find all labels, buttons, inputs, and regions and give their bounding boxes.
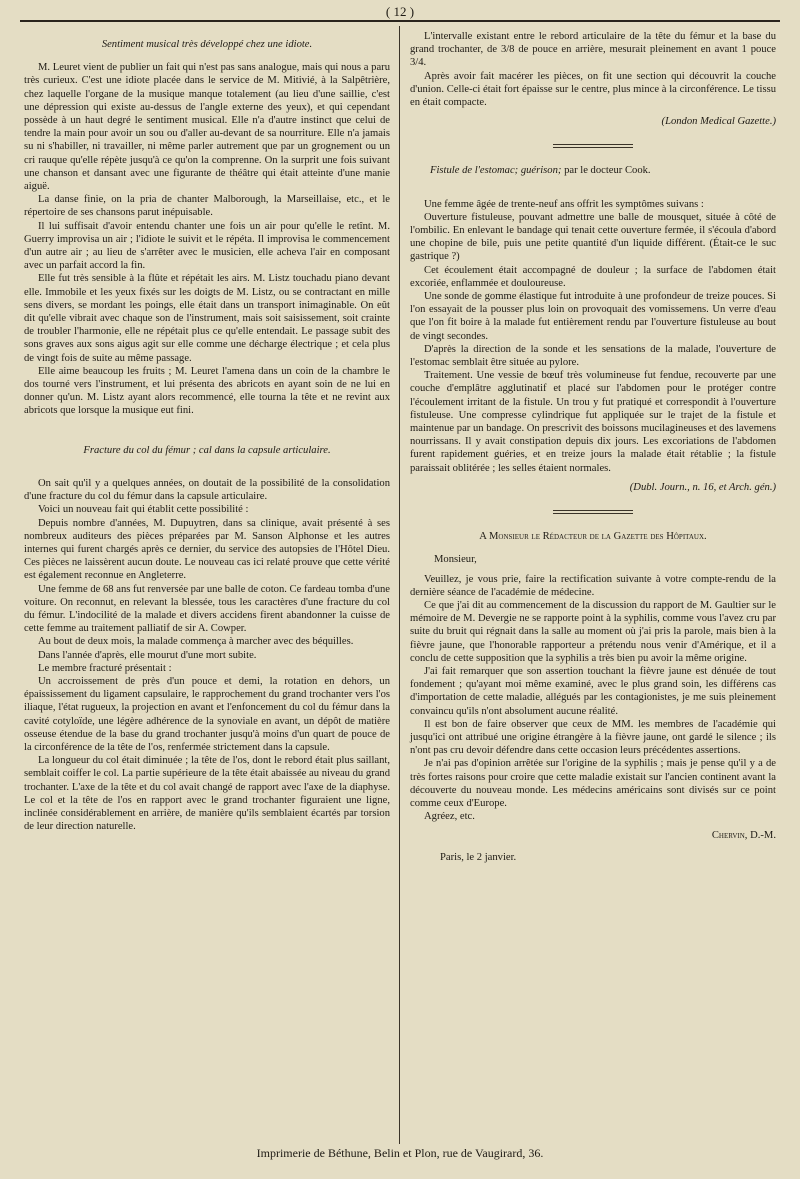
- left-column: [24, 30, 390, 833]
- printer-imprint: Imprimerie de Béthune, Belin et Plon, rue de Vaugirard, 36.: [256, 1146, 544, 1160]
- paragraph: J'ai fait remarquer que son assertion touchant la fièvre jaune est dénuée de tout fondement ; qu'ayant moi même examiné, avec le plus grand soin, les différens cas d'importation de cette maladie, allégués par les contagionistes, je me suis pleinement convaincu qu'ils n'ont absolument aucune réalité.: [410, 665, 776, 717]
- source-citation: (London Medical Gazette.): [661, 116, 776, 128]
- article-body-fistule: [410, 198, 776, 494]
- paragraph: Au bout de deux mois, la malade commença à marcher avec des béquilles.: [38, 636, 354, 648]
- paragraph: Une sonde de gomme élastique fut introduite à une profondeur de treize pouces. Si l'on essayait de la pousser plus loin on provoquait des vomissemens. Un verre d'eau que l'on fit boire à la malade fut entièrement rendu par l'ouverture fistuleuse au bout de vingt secondes.: [410, 291, 776, 342]
- header-rule: [20, 20, 780, 22]
- article-body-fracture-continued: [410, 30, 776, 128]
- column-divider: [399, 26, 400, 1144]
- article-body-musical: [24, 61, 390, 417]
- paragraph: Dans l'année d'après, elle mourut d'une mort subite.: [38, 649, 257, 661]
- title-author: par le docteur Cook.: [561, 165, 651, 177]
- title-italic: Fistule de l'estomac; guérison;: [430, 165, 562, 177]
- paragraph: D'après la direction de la sonde et les sensations de la malade, l'ouverture de l'estomac semblait être située au pylore.: [410, 343, 776, 369]
- paragraph: Agréez, etc.: [424, 811, 475, 823]
- source-citation: (Dubl. Journ., n. 16, et Arch. gén.): [629, 481, 776, 493]
- paragraph: Il est bon de faire observer que ceux de MM. les membres de l'académie qui jusqu'ici ont attribué une origine étrangère à la fièvre jaune, ont gardé le silence ; ils n'ont pas cru devoir défendre dans cette occasion leurs précédentes assertions.: [410, 718, 776, 757]
- separator-rule: [553, 510, 633, 514]
- letter-body: [410, 573, 776, 824]
- paragraph: Il lui suffisait d'avoir entendu chanter une fois un air pour qu'elle le retînt. M. Guerry improvisa un air ; l'idiote le suivit et le répéta. Il improvisa le commencement d'un autre air ; au lieu de s'arrêter avec le musicien, elle acheva l'air en composant avec un parfait accord la fin.: [24, 220, 390, 272]
- article-title-musical: Sentiment musical très développé chez une idiote.: [101, 39, 313, 50]
- paragraph: Après avoir fait macérer les pièces, on fit une section qui découvrit la couche d'union. Celle-ci était fort épaisse sur le centre, plus mince à la circonférence. Le tissu en était compacte.: [410, 70, 776, 109]
- article-title-fracture: Fracture du col du fémur ; cal dans la capsule articulaire.: [83, 444, 331, 456]
- paragraph: Une femme âgée de trente-neuf ans offrit les symptômes suivans :: [424, 198, 704, 210]
- page-number: ( 12 ): [385, 4, 415, 19]
- paragraph: Elle fut très sensible à la flûte et répétait les airs. M. Listz touchadu piano devant elle. Immobile et les yeux fixés sur les doigts de M. Listz, ou se contractant en mille sens divers, se mordant les poings, elle était dans un transport inimaginable. On eût dit qu'elle vibrait avec chaque son de l'instrument, mais soit saisissement, soit crainte de troubler l'harmonie, elle ne répétait plus ce qu'elle entendait. Le passage subit des sons graves aux sons aigus agit sur elle comme une décharge électrique ; et cela plus de vingt fois de suite au même passage.: [24, 273, 390, 364]
- article-body-fracture: [24, 477, 390, 833]
- letter-signature: Chervin, D.-M.: [711, 830, 776, 842]
- paragraph: Veuillez, je vous prie, faire la rectification suivante à votre compte-rendu de la dernière séance de l'académie de médecine.: [410, 573, 776, 598]
- article-title-fistule: [410, 164, 776, 177]
- paragraph: Traitement. Une vessie de bœuf très volumineuse fut fendue, recouverte par une couche d'emplâtre agglutinatif et placé sur l'abdomen pour le protéger contre l'écoulement irritant de la fistule. Un trou y fut pratiqué et correspondit à l'ouverture fistuleuse. Une compresse cylindrique fut appliquée sur le trajet de la fistule et maintenue par un bandage. On prescrivit des boissons mucilagineuses et des lavemens nourrissans. Il y avait constipation depuis dix jours. Les excoriations de l'abdomen furent rapidement guéries, et en treize jours la malade était rétablie ; la fistule paraissait oblitérée ; les selles étaient normales.: [410, 370, 776, 474]
- paragraph: Une femme de 68 ans fut renversée par une balle de coton. Ce fardeau tomba d'une voiture. On reconnut, en relevant la blessée, tous les caractères d'une fracture du col du fémur. L'indocilité de la malade et divers accidens firent abandonner la cuisse de cette femme au traitement palliatif de sir A. Cowper.: [24, 583, 390, 635]
- paragraph: L'intervalle existant entre le rebord articulaire de la tête du fémur et la base du grand trochanter, de 3/8 de pouce en arrière, mesurait pleinement en avant 1 pouce 3/4.: [410, 31, 776, 69]
- paragraph: M. Leuret vient de publier un fait qui n'est pas sans analogue, mais qui nous a paru très curieux. C'est une idiote placée dans le service de M. Mitivié, à la Salpêtrière, chez laquelle l'organe de la musique manque totalement (au lieu d'une saillie, c'est une dépression qui existe au-dessus de l'angle externe des yeux), et qui cependant possède à un haut degré le sentiment musical. Elle n'a d'autre instinct que celui de tendre la main pour avoir un sou ou d'aller au-devant de sa nourriture. Elle n'a jamais su ni s'habiller, ni travailler, ni même parler autrement que par un grognement ou un cri rauque qu'elle répète jusqu'à ce qu'on la comprenne. On la surprit une fois suivant une chanson et dansant avec une figurante de théâtre qui était atteinte d'une manie aiguë.: [24, 62, 390, 193]
- paragraph: Je n'ai pas d'opinion arrêtée sur l'origine de la syphilis ; mais je pense qu'il y a de très fortes raisons pour croire que cette maladie existait sur l'ancien continent avant la découverte du nouveau monde. Les médecins américains sont divisés sur ce point comme ceux d'Europe.: [410, 758, 776, 809]
- paragraph: Depuis nombre d'années, M. Dupuytren, dans sa clinique, avait présenté à ses nombreux auditeurs des pièces préparées par M. Sanson Alphonse et les autres internes qui furent chargés après ce dernier, du service des autopsies de l'Hôtel Dieu. Ces pièces ne laissèrent aucun doute. Le nouveau cas ici relaté prouve que cette vérité est également reconnue en Angleterre.: [24, 517, 390, 582]
- letter-title: A Monsieur le Rédacteur de la Gazette des Hôpitaux.: [479, 531, 707, 543]
- paragraph: Voici un nouveau fait qui établit cette possibilité :: [38, 504, 249, 516]
- paragraph: Un accroissement de près d'un pouce et demi, la rotation en dehors, un épaississement du ligament capsulaire, le rapprochement du grand trochanter vers l'os iliaque, l'état rugueux, la projection en avant et l'enfoncement du col du fémur dans la cavité cotyloïde, une légère adhérence de la synoviale en avant, un dépôt de matière osseuse étendue de la base du grand trochanter jusqu'à moins d'un quart de pouce de la circonférence de la tête de l'os, renfermée strictement dans la capsule.: [24, 675, 390, 753]
- right-column: [410, 30, 776, 864]
- separator-rule: [553, 144, 633, 148]
- paragraph: Le membre fracturé présentait :: [38, 662, 172, 674]
- paragraph: Ouverture fistuleuse, pouvant admettre une balle de mousquet, située à côté de l'ombilic. En enlevant le bandage qui tenait cette ouverture fermée, il s'écoula d'abord une chopine de bile, puis une petite quantité d'un liquide différent. (Était-ce le suc gastrique ?): [410, 211, 776, 263]
- paragraph: La longueur du col était diminuée ; la tête de l'os, dont le rebord était plus saillant, semblait coiffer le col. La partie supérieure de la tête était abaissée au niveau du grand trochanter. L'axe de la tête et du col avait changé de rapport avec l'axe de la diaphyse. Le col et la tête de l'os en rapport avec le grand trochanter figuraient une ligne, inclinée considérablement en arrière, de manière qu'ils semblaient écartés par torsion de leur direction naturelle.: [24, 755, 390, 833]
- paragraph: Ce que j'ai dit au commencement de la discussion du rapport de M. Gaultier sur le mémoire de M. Devergie ne se rapporte point à la syphilis, comme vous l'avez cru par suite du bruit qui régnait dans la salle au moment où j'ai pris la parole, mais bien à la fièvre jaune, que l'honorable rapporteur a prétendu nous venir d'Amérique, et il a conclu de cette supposition que la syphilis a très bien pu avoir la même origine.: [410, 599, 776, 664]
- paragraph: Cet écoulement était accompagné de douleur ; la surface de l'abdomen était excoriée, enflammée et douloureuse.: [410, 264, 776, 289]
- letter-date: Paris, le 2 janvier.: [440, 851, 517, 863]
- paragraph: On sait qu'il y a quelques années, on doutait de la possibilité de la consolidation d'une fracture du col du fémur dans la capsule articulaire.: [24, 477, 390, 503]
- letter-salutation: Monsieur,: [434, 554, 477, 566]
- paragraph: Elle aime beaucoup les fruits ; M. Leuret l'amena dans un coin de la chambre le dos tourné vers l'instrument, et lui présenta des abricots en ayant soin de ne lui en donner qu'un. M. Listz ayant alors recommencé, elle tourna la tête et ne revint aux abricots que lorsque la musique eut fini.: [24, 365, 390, 417]
- paragraph: La danse finie, on la pria de chanter Malborough, la Marseillaise, etc., et le répertoire de ses chansons parut inépuisable.: [24, 194, 390, 219]
